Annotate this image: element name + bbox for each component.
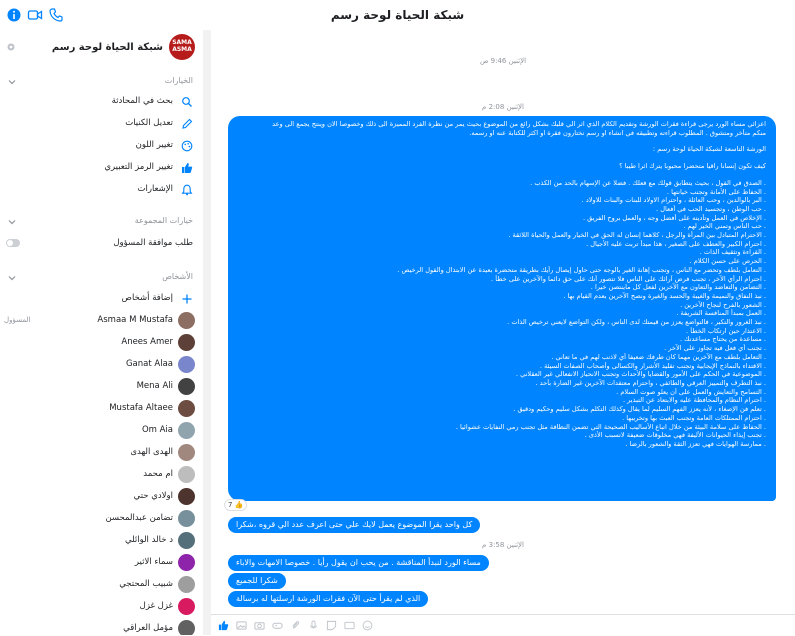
message-line: . احترام الممتلكات العامة وتجنب العبث بها وتخريبها . bbox=[622, 413, 766, 422]
group-avatar[interactable]: SAMA ASMA bbox=[169, 34, 195, 60]
sidebar-scrollbar[interactable] bbox=[203, 30, 211, 635]
message-line: . نبذ النفاق والنميمة والغيبة والحسد والغيرة ونصح الآخرين بعدم القيام بها . bbox=[563, 291, 766, 300]
avatar bbox=[178, 488, 195, 505]
message-line: كيف تكون إنسانا راقيا متحضرا محبوبا يترك اثرا طيبا ؟ bbox=[619, 162, 766, 171]
reaction-badge[interactable] bbox=[224, 499, 247, 511]
message-line: . احترام الرأي الآخر ، تجنب فرض آرائك على الناس فلا تتصور أنك على حق دائما والآخرين على خطأ . bbox=[491, 274, 766, 283]
person-item[interactable] bbox=[0, 464, 203, 486]
thumbs-up-icon: 👍 bbox=[234, 501, 244, 509]
search-icon bbox=[181, 96, 193, 108]
option-label: تعديل الكنيات bbox=[125, 118, 173, 128]
person-name: Ganat Alaa bbox=[125, 359, 173, 369]
person-item[interactable] bbox=[0, 354, 203, 376]
timestamp: الإثنين 9:46 ص bbox=[479, 57, 527, 65]
admin-approval-option[interactable] bbox=[0, 233, 203, 255]
group-options-section-header[interactable] bbox=[0, 214, 203, 230]
person-name: غزل غزل bbox=[139, 601, 173, 611]
option-edit-nicknames[interactable] bbox=[0, 113, 203, 135]
message-line: منكم متأخر ومتشوق . المطلوب قراءته وتطبيقه في انشاء او رسم نختارون فقرة او اكثر للكتابة عنه او رسمه. bbox=[469, 128, 766, 137]
avatar bbox=[178, 466, 195, 483]
message-line: . الموضوعية في الحكم على الأمور والقضايا والأحداث وتجنب الانحياز الانفعالي غير العقلاني . bbox=[515, 370, 766, 379]
message-line: . نبذ الغرور والتكبر ، فالتواضع يعزز من قيمتك لدى الناس ، ولكن التواضع لايعني ترخيص الذات . bbox=[507, 318, 766, 327]
message-line: . احترام النظام والمحافظة عليه والابتعاد عن التبذير . bbox=[622, 396, 766, 405]
message-line: . الاحترام المتبادل بين المرأة والرجل ، كلاهما إنسان له الحق في الخيار والعمل والحياة اللائقة . bbox=[508, 231, 766, 240]
message-line: . نبذ التطرف والتمييز العرقي والطائفي ، واحترام معتقدات الآخرين غير الضارة بأحد . bbox=[535, 378, 766, 387]
person-name: سماء الاثير bbox=[134, 557, 173, 567]
message-line: . تعلم فن الإصغاء ، لأنه يعزز الفهم السليم لما يقال وكذلك التكلم بشكل سليم وحكيم ودقيق . bbox=[513, 405, 766, 414]
composer-toolbar bbox=[211, 614, 795, 636]
person-item[interactable] bbox=[0, 530, 203, 552]
bell-icon bbox=[181, 184, 193, 196]
line-gap bbox=[238, 154, 766, 162]
message-line: . البر بالوالدين ، وحب العائلة ، واحترام الاولاد للبنات والبنات للاولاد . bbox=[581, 196, 766, 205]
chat-header bbox=[0, 0, 795, 31]
mic-icon[interactable] bbox=[308, 620, 319, 631]
pencil-icon bbox=[181, 118, 193, 130]
section-label: الأشخاص bbox=[162, 272, 193, 281]
avatar bbox=[178, 444, 195, 461]
chevron-down-icon bbox=[8, 78, 16, 86]
option-label: طلب موافقة المسؤول bbox=[113, 238, 193, 248]
option-change-color[interactable] bbox=[0, 135, 203, 157]
person-item[interactable] bbox=[0, 420, 203, 442]
timestamp: الإثنين 3:58 م bbox=[482, 541, 524, 549]
message-line: . تجنب أي فعل فيه تجاوز على الآخر . bbox=[664, 344, 766, 353]
sticker-icon[interactable] bbox=[326, 620, 337, 631]
thumbs-up-icon bbox=[181, 162, 193, 174]
message-line: . التسامح والتعايش والعمل على أن يعلو صوت السلام . bbox=[616, 387, 766, 396]
conversation-title: شبكة الحياة لوحة رسم bbox=[330, 8, 465, 22]
reaction-count: 7 bbox=[228, 501, 233, 509]
options-section-header[interactable] bbox=[0, 74, 203, 90]
admin-label: المسؤول bbox=[4, 316, 31, 324]
message-line: . التعامل بلطف وتحضر مع الناس ، وتجنب إهانة الغير بالوجه حتى حاول إيصال رأيك بطريقة متحضرة بعيدة عن الابتذال والقول الرخيص . bbox=[397, 265, 766, 274]
person-item[interactable] bbox=[0, 310, 203, 332]
message-line: . حب الوطن ، وتجسيد الحب في أفعال . bbox=[656, 204, 766, 213]
person-item[interactable] bbox=[0, 442, 203, 464]
option-search-conversation[interactable] bbox=[0, 91, 203, 113]
palette-icon bbox=[181, 140, 193, 152]
person-name: Anees Amer bbox=[121, 337, 173, 347]
avatar bbox=[178, 422, 195, 439]
message-line: الورشة التاسعة لشبكة الحياة لوحة رسم : bbox=[652, 145, 766, 154]
person-name: ام محمد bbox=[143, 469, 173, 479]
thumbs-up-icon[interactable] bbox=[218, 620, 229, 631]
option-change-emoji[interactable] bbox=[0, 157, 203, 179]
line-gap bbox=[238, 171, 766, 179]
message-line: . الاعتذار حين ارتكاب الخطأ . bbox=[686, 326, 766, 335]
person-item[interactable] bbox=[0, 618, 203, 635]
message-line: . ممارسة الهوايات فهي تعزز الثقة والشعور بالرضا . bbox=[625, 439, 766, 448]
section-label: الخيارات bbox=[164, 76, 193, 85]
avatar bbox=[178, 532, 195, 549]
person-name: اولادي حتي bbox=[133, 491, 173, 501]
section-label: خيارات المجموعة bbox=[134, 216, 193, 225]
message-bubble[interactable]: شكرا للجميع bbox=[228, 573, 286, 589]
person-name: Asmaa M Mustafa bbox=[97, 315, 173, 325]
gif-icon[interactable] bbox=[344, 620, 355, 631]
person-item[interactable] bbox=[0, 574, 203, 596]
option-label: تغيير الرمز التعبيري bbox=[104, 162, 173, 172]
message-line: . حب الناس وتمني الخير لهم . bbox=[683, 222, 766, 231]
message-line: اعزائي مساء الورد يرجى قراءة فقرات الورشة وتقديم الكلام الذي اثر الي قلبك بشكل رائع من الموضوع بحيث يمر من نظرة الفرد المميزة الى ذلك وخصوصا الان وينتج يجمع الى وعد bbox=[272, 120, 766, 128]
message-line: . مساعدة من يحتاج مساعدتك . bbox=[679, 335, 766, 344]
person-name: شبيب المحتجي bbox=[119, 579, 173, 589]
avatar bbox=[178, 510, 195, 527]
option-label: إضافة أشخاص bbox=[121, 293, 173, 303]
avatar bbox=[178, 400, 195, 417]
person-name: د خالد الوائلي bbox=[124, 535, 173, 545]
message-line: . التعامل بلطف مع الآخرين مهما كان طرفك ضعيفا أي لاذنب لهم في ما تعاني . bbox=[551, 352, 766, 361]
person-name: Om Aia bbox=[141, 425, 173, 435]
option-label: تغيير اللون bbox=[135, 140, 173, 150]
timestamp: الإثنين 2:08 م bbox=[482, 103, 524, 111]
message-bubble-long[interactable] bbox=[228, 116, 776, 501]
conversation-details-panel bbox=[0, 30, 204, 635]
person-item[interactable] bbox=[0, 332, 203, 354]
avatar bbox=[178, 598, 195, 615]
person-item[interactable] bbox=[0, 552, 203, 574]
person-item[interactable] bbox=[0, 596, 203, 618]
person-name: الهدى الهدى bbox=[130, 447, 173, 457]
person-item[interactable] bbox=[0, 508, 203, 530]
add-people-button[interactable] bbox=[0, 288, 203, 310]
message-bubble[interactable]: مساء الورد لنبدأ المناقشة . من يحب ان يقول رأيا . خصوصا الامهات والاباء bbox=[228, 555, 489, 571]
chevron-down-icon bbox=[8, 274, 16, 282]
message-line: . الاقتداء بالنماذج الإيجابية وتجنب تقليد الأشرار والكسالى وأصحاب الصفات السيئة . bbox=[539, 361, 766, 370]
avatar bbox=[178, 378, 195, 395]
person-item[interactable] bbox=[0, 376, 203, 398]
avatar bbox=[178, 356, 195, 373]
message-line: . الحفاظ على الأمانة وتجنب خيانتها . bbox=[666, 187, 766, 196]
game-icon[interactable] bbox=[272, 620, 283, 631]
message-line: . العمل بمبدأ المنافسة الشريفة . bbox=[676, 309, 766, 318]
option-label: بحث في المحادثة bbox=[111, 96, 173, 106]
group-name: شبكة الحياة لوحة رسم bbox=[51, 42, 163, 53]
avatar bbox=[178, 620, 195, 635]
option-notifications[interactable] bbox=[0, 179, 203, 201]
avatar bbox=[178, 334, 195, 351]
person-item[interactable] bbox=[0, 486, 203, 508]
person-name: Mena Ali bbox=[136, 381, 173, 391]
group-profile bbox=[0, 30, 203, 72]
person-item[interactable] bbox=[0, 398, 203, 420]
avatar bbox=[178, 554, 195, 571]
people-section-header[interactable] bbox=[0, 270, 203, 286]
message-thread bbox=[211, 30, 795, 635]
avatar bbox=[178, 312, 195, 329]
option-label: الإشعارات bbox=[137, 184, 173, 194]
camera-icon[interactable] bbox=[254, 620, 265, 631]
person-name: Mustafa Altaee bbox=[109, 403, 173, 413]
message-line: . الحرص على حسن الكلام . bbox=[689, 257, 766, 266]
admin-approval-toggle[interactable] bbox=[6, 239, 20, 247]
plus-icon bbox=[181, 293, 193, 305]
person-name: تضامن عبدالمحسن bbox=[105, 513, 173, 523]
message-line: . الصدق في القول ، بحيث يتطابق قولك مع فعلك . فضلا عن الإسهام بالحد من الكذب . bbox=[530, 178, 766, 187]
message-bubble[interactable]: الذي لم يقرأ حتى الآن فقرات الورشة ارسلتها له برسالة bbox=[228, 591, 428, 607]
message-line: . الشعور بالفرح لنجاح الآخرين . bbox=[680, 300, 766, 309]
person-name: مؤمل العراقي bbox=[123, 623, 173, 633]
avatar bbox=[178, 576, 195, 593]
chevron-down-icon bbox=[8, 218, 16, 226]
message-line: . الإخلاص في العمل وتأديته على أفضل وجه ، والعمل بروح الفريق . bbox=[582, 213, 766, 222]
photo-icon[interactable] bbox=[236, 620, 247, 631]
message-line: . القراءة وتثقيف الذات . bbox=[699, 248, 766, 257]
message-line: . احترام الكبير والعطف على الصغير ، هذا مبدأ تربت عليه الأجيال . bbox=[586, 239, 766, 248]
message-bubble[interactable]: كل واحد يقرا الموضوع يعمل لايك علي حتى اعرف عدد الي قروه ،شكرا bbox=[228, 517, 480, 533]
message-line: . تجنب إيذاء الحيوانات الأليفة فهي مخلوقات ضعيفة لاتسبب الأذى . bbox=[584, 431, 766, 440]
attachment-icon[interactable] bbox=[290, 620, 301, 631]
message-line: . التضامن والتعاضد والتعاون مع الآخرين لفعل كل ماينتصن خيرا . bbox=[590, 283, 766, 292]
emoji-icon[interactable] bbox=[362, 620, 373, 631]
line-gap bbox=[238, 137, 766, 145]
gear-icon[interactable] bbox=[6, 42, 16, 52]
message-line: . الحفاظ على سلامة البيئة من خلال اتباع الأساليب الصحيحة التي تضمن النظافة مثل تجنب رمي النفايات عشوائيا . bbox=[455, 422, 766, 431]
